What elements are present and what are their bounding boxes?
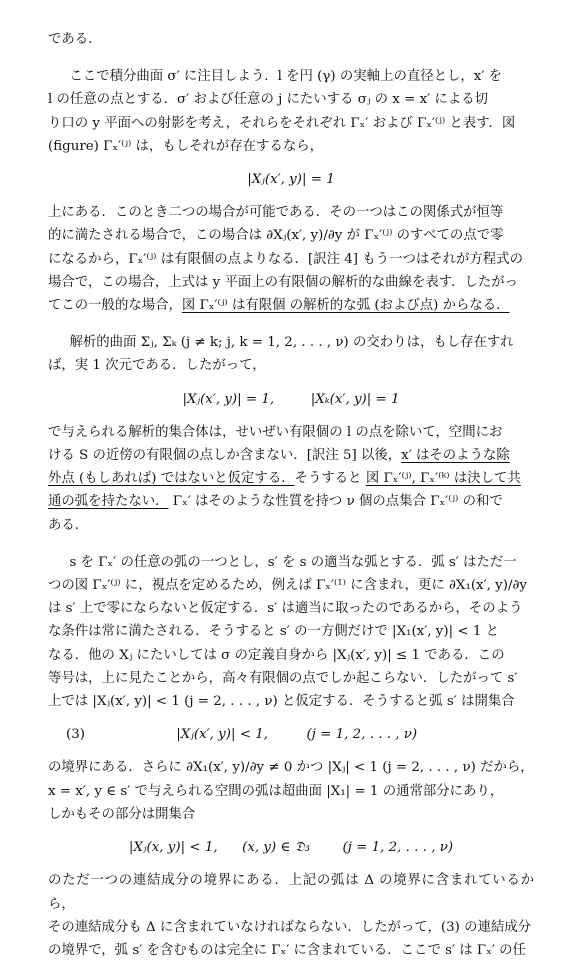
text-line: は s′ 上で零にならないと仮定する．s′ は適当に取ったのであるから，そのよう [48, 601, 523, 617]
equation-part: (j = 1, 2, . . . , ν) [342, 840, 454, 856]
text-line: x = x′, y ∈ s′ で与えられる空間の弧は超曲面 |X₁| = 1 の通常部分にあり， [48, 783, 504, 799]
text-line: な条件は常に満たされる．そうすると s′ の一方側だけで |X₁(x′, y)| < 1 と [48, 624, 499, 640]
equation-part: |Xⱼ(x′, y)| < 1, [176, 727, 268, 743]
underlined-text: 図 Γₓ′⁽ʲ⁾, Γₓ′⁽ᵏ⁾ は決して共 [365, 471, 521, 487]
text-line: つの図 Γₓ′⁽ʲ⁾ に，視点を定めるため，例えば Γₓ′⁽¹⁾ に含まれ，更に ∂X₁(x′, y)/∂y [48, 578, 527, 594]
equation-3 [48, 723, 534, 746]
text-line: なる．他の Xⱼ にたいしては σ の定義自身から |Xⱼ(x′, y)| ≤ 1 である．この [48, 647, 505, 663]
text-line: 解析的曲面 Σⱼ, Σₖ (j ≠ k; j, k = 1, 2, . . . , ν) の交わりは，もし存在すれ [69, 335, 514, 351]
text-line: である． [48, 32, 102, 47]
equation-2 [48, 388, 534, 411]
equation-4 [48, 836, 534, 859]
text-line: 等号は，上に見たことから，高々有限個の点でしか起こらない．したがって s′ [48, 670, 518, 686]
page-body [48, 28, 534, 962]
text-segment: ける S の近傍の有限個の点しか含まない．[訳注 5] 以後， [48, 448, 402, 464]
text-line: ば，実 1 次元である．したがって， [48, 358, 266, 374]
equation-part: (j = 1, 2, . . . , ν) [306, 727, 418, 743]
underlined-text: 図 Γₓ′⁽ʲ⁾ は有限個 の解析的な弧 (および点) からなる． [181, 298, 510, 314]
underlined-text: 通の弧を持たない． [48, 494, 169, 510]
text-line: り口の y 平面への射影を考え，それらをそれぞれ Γₓ′ および Γₓ′⁽ʲ⁾ と表す．図 [48, 115, 516, 131]
text-segment: てこの一般的な場合， [48, 298, 182, 314]
text-line: 上にある．このとき二つの場合が可能である．その一つはこの関係式が恒等 [48, 205, 504, 221]
text-line [48, 490, 534, 513]
text-line [48, 294, 534, 317]
text-line: で与えられる解析的集合体は，せいぜい有限個の l の点を除いて，空間にお [48, 424, 503, 440]
text-line: 場合で，この場合，上式は y 平面上の有限個の解析的な曲線を表す．したがっ [48, 274, 519, 290]
text-line: (figure) Γₓ′⁽ʲ⁾ は，もしそれが存在するなら， [48, 138, 324, 154]
equation-part: |Xₖ(x′, y)| = 1 [310, 391, 400, 407]
equation-1: |Xⱼ(x′, y)| = 1 [247, 172, 335, 188]
text-line: s を Γₓ′ の任意の弧の一つとし，s′ を s の適当な弧とする．弧 s′ はただ一 [69, 554, 517, 570]
text-line [48, 444, 534, 467]
equation-part: |Xⱼ(x, y)| < 1, [128, 840, 218, 856]
text-line: ある． [48, 517, 89, 533]
text-segment: Γₓ′ はそのような性質を持つ ν 個の点集合 Γₓ′⁽ʲ⁾ の和で [168, 494, 503, 510]
text-line [48, 467, 534, 490]
underlined-text: x′ はそのような除 [401, 448, 510, 464]
text-segment: そうすると [294, 471, 366, 487]
text-line: の境界にある．さらに ∂X₁(x′, y)/∂y ≠ 0 かつ |Xⱼ| < 1 (j = 2, . . . , ν) だから， [48, 760, 534, 776]
underlined-text: 外点 (もしあれば) ではないと仮定する． [48, 471, 295, 487]
text-line: その連結成分も Δ に含まれていなければならない．したがって，(3) の連結成分 [48, 919, 532, 935]
text-line: 上では |Xⱼ(x′, y)| < 1 (j = 2, . . . , ν) と仮定する．そうすると弧 s′ は開集合 [48, 694, 515, 710]
text-line: しかもその部分は開集合 [48, 806, 196, 822]
text-line: 的に満たされる場合で，この場合は ∂Xⱼ(x′, y)/∂y が Γₓ′⁽ʲ⁾ のすべての点で零 [48, 228, 504, 244]
text-line: ここで積分曲面 σ′ に注目しよう．l を円 (γ) の実軸上の直径とし，x′ を [69, 69, 503, 85]
text-line: のただ一つの連結成分の境界にある．上記の弧は Δ の境界に含まれているから， [48, 873, 534, 912]
text-line: l の任意の点とする．σ′ および任意の j にたいする σⱼ の x = x′ による切 [48, 92, 488, 108]
equation-part: (x, y) ∈ 𝔇₃ [242, 840, 310, 856]
equation-part: |Xⱼ(x′, y)| = 1, [182, 391, 275, 407]
text-line: の境界で，弧 s′ を含むものは完全に Γₓ′ に含まれている．ここで s′ は Γₓ′ の任 [48, 942, 526, 958]
text-line: になるから，Γₓ′⁽ʲ⁾ は有限個の点よりなる．[訳注 4] もう一つはそれが方程式の [48, 251, 523, 267]
equation-number: (3) [66, 727, 85, 743]
